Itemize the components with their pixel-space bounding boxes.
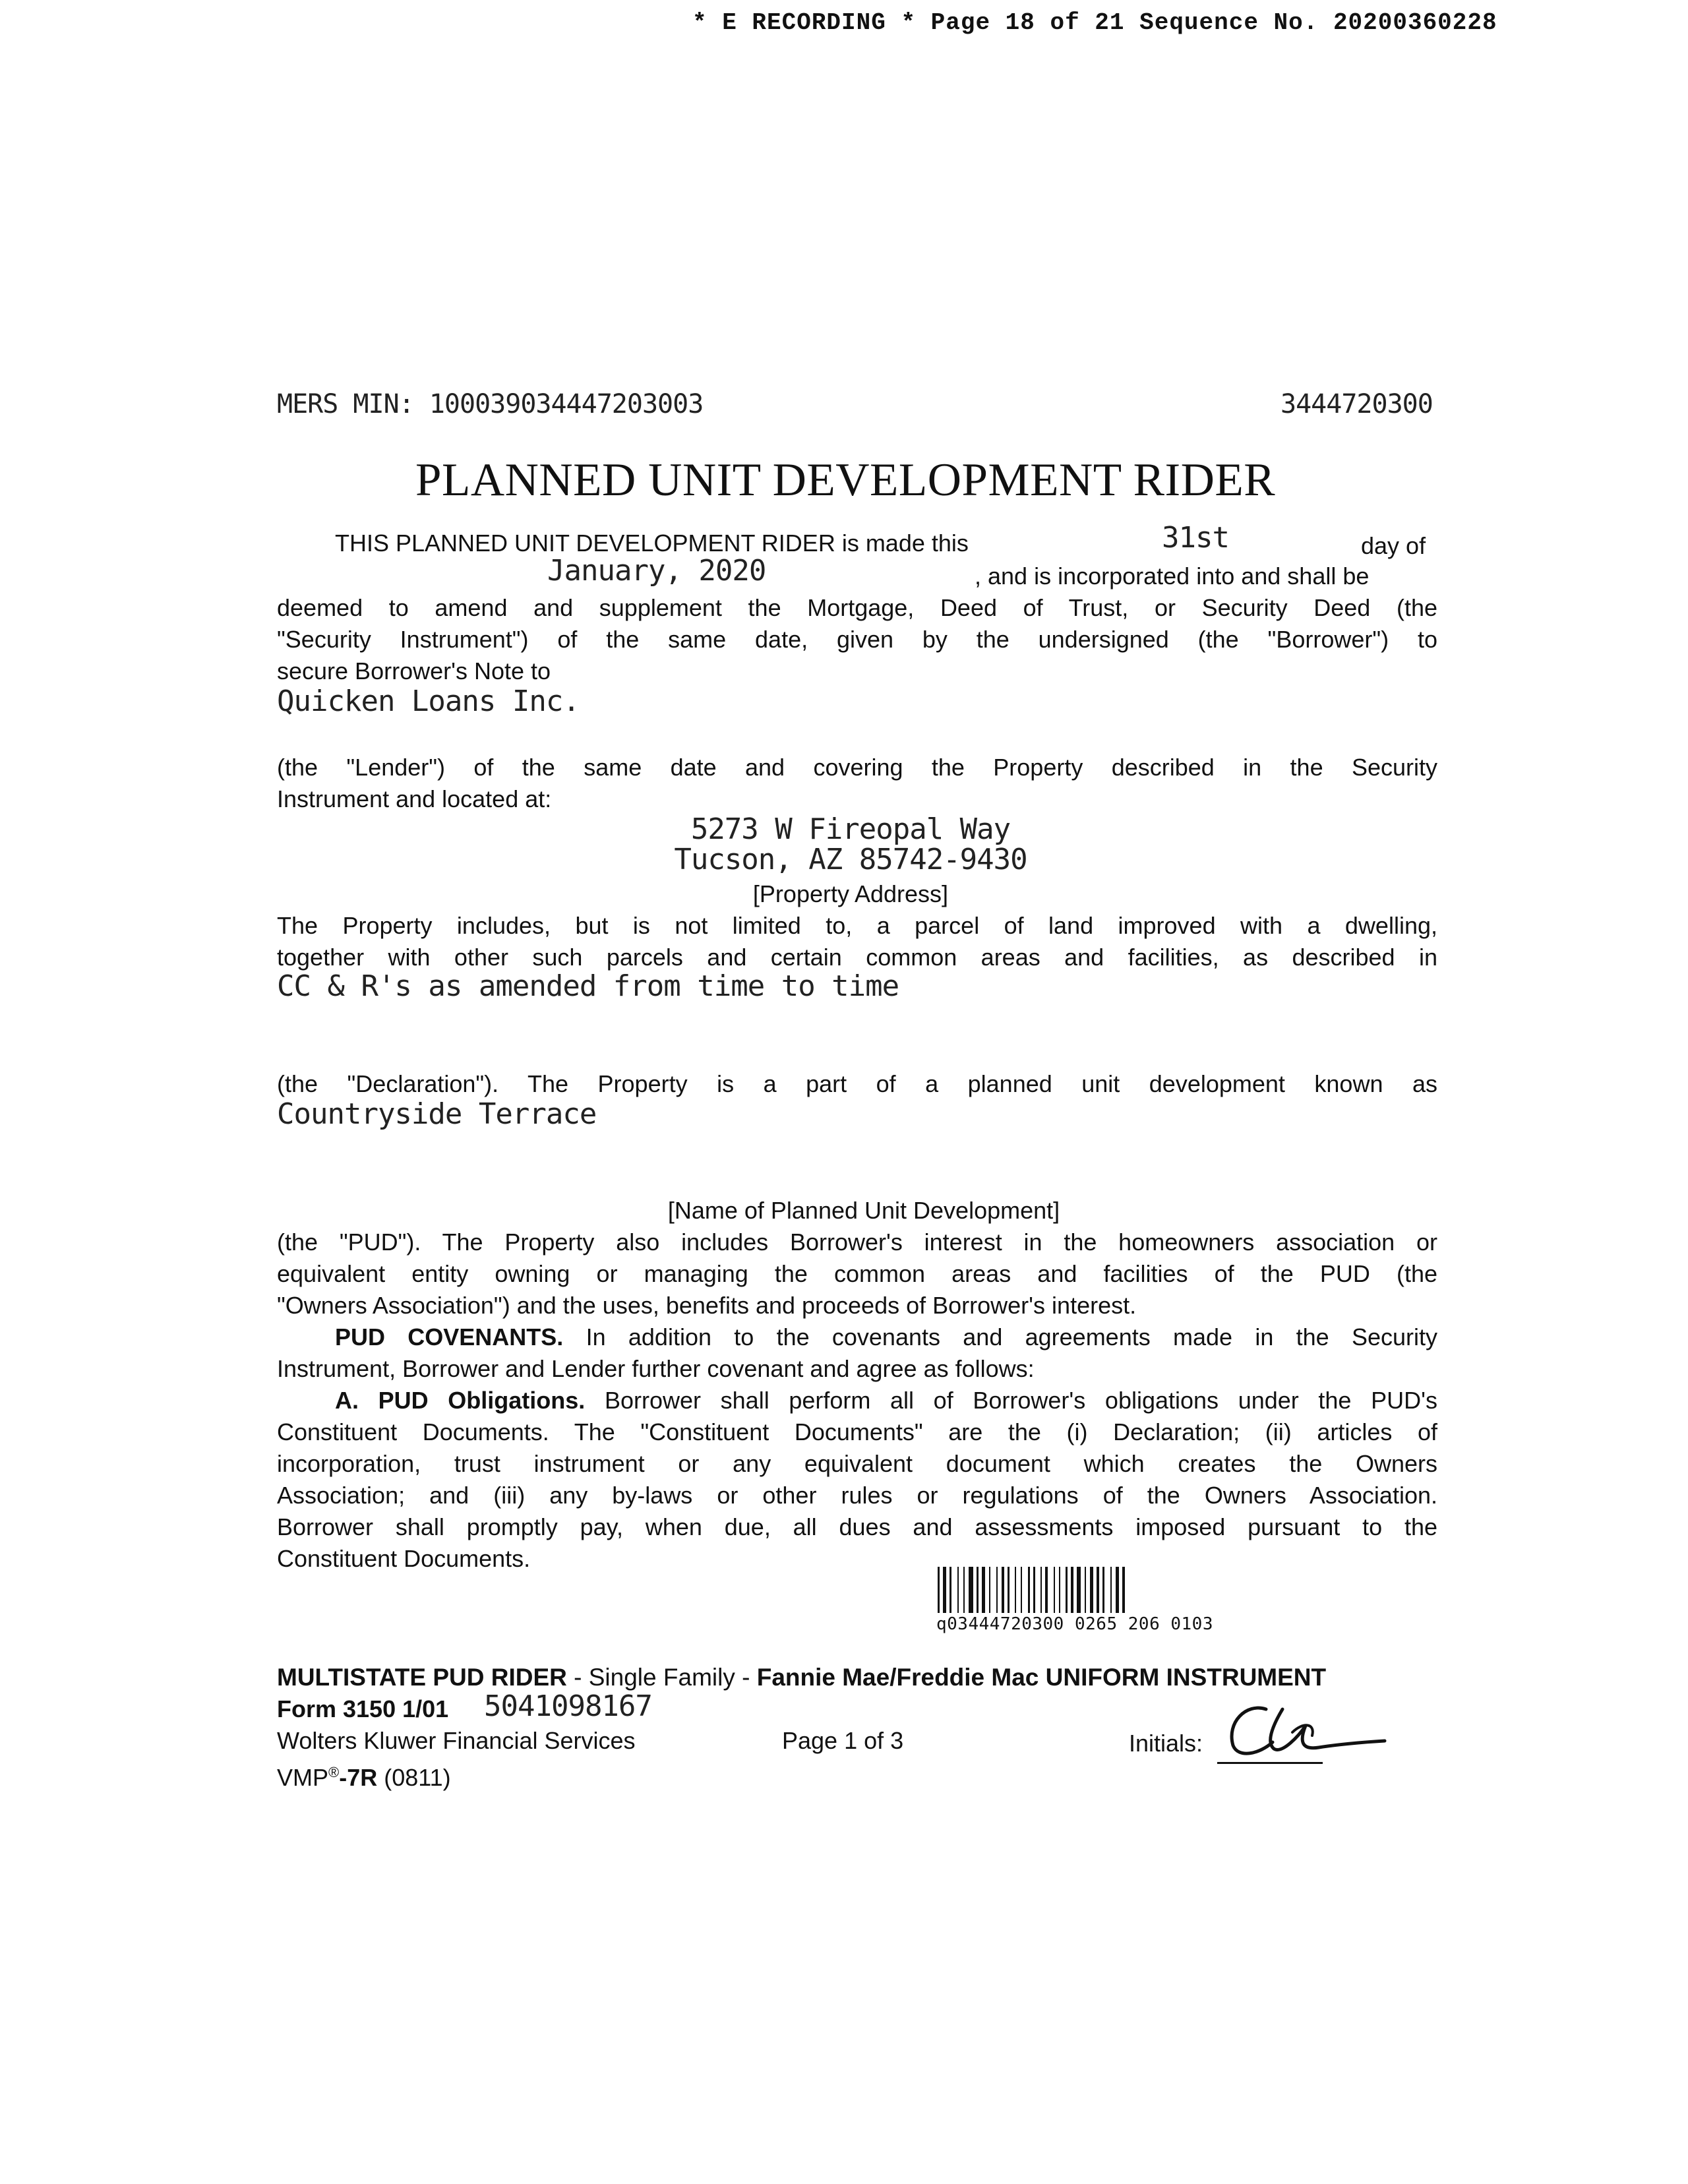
covenants-paragraph [277,1321,1437,1385]
intro-paragraph [277,592,1437,687]
barcode-bar [943,1567,946,1613]
intro-month-year: January, 2020 [547,554,766,588]
barcode-bar [969,1567,973,1613]
intro-day-of: day of [1361,532,1426,559]
section-a-line-2: Constituent Documents. The "Constituent Documents" are the (i) Declaration; (ii) articles of [277,1418,1437,1445]
page-title: PLANNED UNIT DEVELOPMENT RIDER [415,454,1276,506]
barcode-bar [1002,1567,1004,1613]
section-a-line-1-text: Borrower shall perform all of Borrower's obligations under the PUD's [604,1387,1437,1414]
property-street: 5273 W Fireopal Way [690,812,1011,846]
property-city: Tucson, AZ 85742-9430 [674,843,1027,876]
covenants-line-2: Instrument, Borrower and Lender further covenant and agree as follows: [277,1355,1035,1382]
section-a-line-1 [277,1385,1437,1416]
pud-line-3: "Owners Association") and the uses, benefits and proceeds of Borrower's interest. [277,1292,1137,1319]
pud-paragraph [277,1227,1437,1321]
footer-instrument: Fannie Mae/Freddie Mac UNIFORM INSTRUMENT [756,1664,1327,1691]
barcode-bar [1033,1567,1035,1613]
barcode-bar [1090,1567,1093,1613]
property-line-1: The Property includes, but is not limited to, a parcel of land improved with a dwelling, [277,912,1437,939]
barcode-number: q03444720300 0265 206 0103 [936,1614,1213,1634]
footer-form-title: MULTISTATE PUD RIDER [277,1664,567,1691]
barcode-bar [1054,1567,1055,1613]
recording-header: * E RECORDING * Page 18 of 21 Sequence No. 20200360228 [692,9,1497,36]
lender-paragraph [277,752,1437,815]
intro-line-4: "Security Instrument") of the same date, given by the undersigned (the "Borrower") to [277,626,1437,653]
declaration-name: CC & R's as amended from time to time [277,969,899,1003]
section-a-line-5: Borrower shall promptly pay, when due, all dues and assessments imposed pursuant to the [277,1513,1437,1540]
barcode-bar [1097,1567,1099,1613]
barcode-bar [1102,1567,1104,1613]
intro-line-7: (the "Lender") of the same date and covering the Property described in the Security [277,754,1437,781]
barcode-bar [1066,1567,1068,1613]
section-a-heading: A. PUD Obligations. [335,1387,586,1414]
barcode-bar [1122,1567,1125,1613]
barcode-bar [1059,1567,1060,1613]
barcode-bar [1021,1567,1022,1613]
barcode-bar [1085,1567,1086,1613]
property-address-caption: [Property Address] [752,880,949,907]
section-a-paragraph [277,1385,1437,1575]
footer-publisher: Wolters Kluwer Financial Services [277,1727,636,1754]
barcode-bar [1008,1567,1010,1613]
initials-line [1217,1762,1323,1764]
barcode [936,1567,1391,1613]
footer-form-number: Form 3150 1/01 [277,1695,449,1722]
footer-form-title-line [277,1662,1326,1693]
barcode-bar [950,1567,951,1613]
declaration-paragraph [277,1068,1437,1100]
barcode-bar [938,1567,940,1613]
section-a-line-4: Association; and (iii) any by-laws or other rules or regulations of the Owners Association. [277,1482,1437,1509]
footer-vmp-registered: ® [328,1764,340,1780]
mers-min: MERS MIN: 100039034447203003 [277,389,704,419]
pud-name-caption: [Name of Planned Unit Development] [667,1197,1060,1224]
lender-name: Quicken Loans Inc. [277,684,580,718]
intro-incorporated: , and is incorporated into and shall be [975,562,1370,590]
barcode-bar [1028,1567,1030,1613]
pud-name: Countryside Terrace [277,1097,597,1131]
declaration-line-1: (the "Declaration"). The Property is a part of a planned unit development known as [277,1070,1437,1097]
barcode-bar [1110,1567,1112,1613]
barcode-bar [1015,1567,1016,1613]
barcode-bar [996,1567,998,1613]
intro-line-3: deemed to amend and supplement the Mortgage, Deed of Trust, or Security Deed (the [277,594,1437,621]
barcode-bar [1045,1567,1048,1613]
barcode-bar [977,1567,979,1613]
covenants-line-1-text: In addition to the covenants and agreements made in the Security [586,1323,1437,1350]
barcode-bar [957,1567,959,1613]
intro-line-8: Instrument and located at: [277,785,552,812]
covenants-heading: PUD COVENANTS. [335,1323,564,1350]
intro-lead: THIS PLANNED UNIT DEVELOPMENT RIDER is made this [335,530,969,557]
footer-initials-label: Initials: [1129,1730,1203,1757]
barcode-bar [1071,1567,1073,1613]
barcode-bar [1116,1567,1119,1613]
section-a-line-3: incorporation, trust instrument or any equivalent document which creates the Owners [277,1450,1437,1477]
footer-vmp-date: (0811) [377,1764,451,1791]
intro-day: 31st [1162,521,1229,555]
footer-vmp-prefix: VMP [277,1764,329,1791]
barcode-bar [1040,1567,1042,1613]
footer-vmp-code: -7R [339,1764,378,1791]
barcode-bar [963,1567,965,1613]
footer-page-number: Page 1 of 3 [782,1727,904,1754]
property-line-2: together with other such parcels and certain common areas and facilities, as described in [277,944,1437,971]
intro-line-5: secure Borrower's Note to [277,657,551,684]
barcode-bar [1077,1567,1081,1613]
section-a-line-6: Constituent Documents. [277,1545,531,1572]
footer-form-subtitle: - Single Family - [566,1664,757,1691]
initials-signature [1220,1696,1391,1769]
barcode-bar [982,1567,985,1613]
footer-doc-number: 5041098167 [484,1689,652,1723]
barcode-bar [989,1567,990,1613]
property-paragraph [277,910,1437,973]
covenants-line-1 [277,1321,1437,1353]
pud-line-2: equivalent entity owning or managing the common areas and facilities of the PUD (the [277,1260,1437,1287]
footer-vmp [277,1757,451,1794]
loan-number: 3444720300 [1281,389,1433,419]
pud-line-1: (the "PUD"). The Property also includes Borrower's interest in the homeowners association or [277,1228,1437,1256]
